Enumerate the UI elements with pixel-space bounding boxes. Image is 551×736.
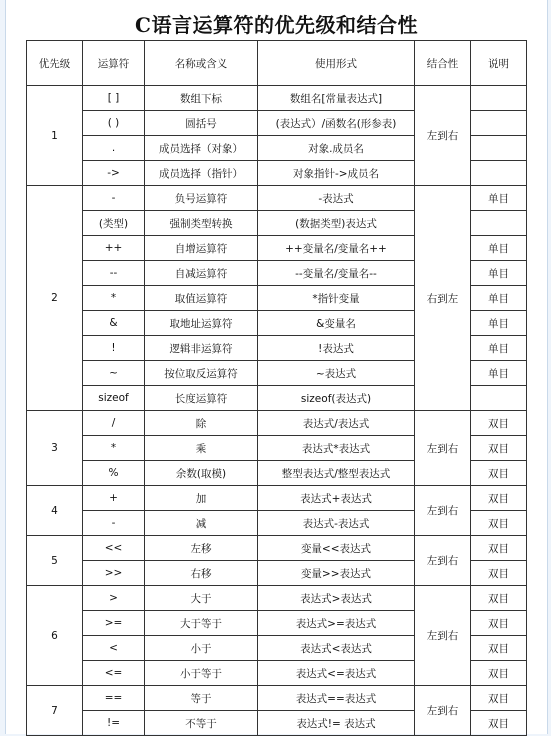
note-cell: 双目	[471, 436, 527, 461]
table-body	[27, 86, 527, 736]
table-row	[27, 586, 527, 611]
table-row	[27, 186, 527, 211]
note-cell	[471, 111, 527, 136]
note-cell	[471, 161, 527, 186]
name-cell: 左移	[145, 536, 258, 561]
note-cell: 双目	[471, 511, 527, 536]
operator-cell: >=	[83, 611, 145, 636]
note-cell: 单目	[471, 236, 527, 261]
usage-cell: --变量名/变量名--	[258, 261, 415, 286]
name-cell: 逻辑非运算符	[145, 336, 258, 361]
operator-cell: ~	[83, 361, 145, 386]
name-cell: 取值运算符	[145, 286, 258, 311]
note-cell: 单目	[471, 286, 527, 311]
name-cell: 大于	[145, 586, 258, 611]
associativity-cell: 右到左	[415, 186, 471, 411]
precedence-cell: 5	[27, 536, 83, 586]
usage-cell: *指针变量	[258, 286, 415, 311]
operator-cell: *	[83, 286, 145, 311]
usage-cell: (表达式）/函数名(形参表)	[258, 111, 415, 136]
usage-cell: 表达式>=表达式	[258, 611, 415, 636]
note-cell: 双目	[471, 486, 527, 511]
usage-cell: 表达式*表达式	[258, 436, 415, 461]
operator-cell: [ ]	[83, 86, 145, 111]
precedence-cell: 7	[27, 686, 83, 736]
note-cell: 双目	[471, 411, 527, 436]
usage-cell: 表达式+表达式	[258, 486, 415, 511]
name-cell: 数组下标	[145, 86, 258, 111]
note-cell	[471, 386, 527, 411]
name-cell: 强制类型转换	[145, 211, 258, 236]
note-cell	[471, 211, 527, 236]
table-row	[27, 536, 527, 561]
operator-cell: >	[83, 586, 145, 611]
operator-cell: >>	[83, 561, 145, 586]
usage-cell: 表达式<表达式	[258, 636, 415, 661]
operator-cell: -	[83, 511, 145, 536]
note-cell: 双目	[471, 536, 527, 561]
precedence-cell: 1	[27, 86, 83, 186]
operator-cell: %	[83, 461, 145, 486]
note-cell: 单目	[471, 186, 527, 211]
usage-cell: 表达式/表达式	[258, 411, 415, 436]
note-cell: 双目	[471, 686, 527, 711]
note-cell: 双目	[471, 661, 527, 686]
usage-cell: sizeof(表达式)	[258, 386, 415, 411]
header-precedence: 优先级	[27, 41, 83, 86]
precedence-cell: 4	[27, 486, 83, 536]
note-cell	[471, 86, 527, 111]
page-title: C语言运算符的优先级和结合性	[135, 13, 418, 37]
name-cell: 长度运算符	[145, 386, 258, 411]
usage-cell: ~表达式	[258, 361, 415, 386]
name-cell: 自减运算符	[145, 261, 258, 286]
precedence-cell: 2	[27, 186, 83, 411]
note-cell: 双目	[471, 586, 527, 611]
usage-cell: 变量<<表达式	[258, 536, 415, 561]
name-cell: 自增运算符	[145, 236, 258, 261]
usage-cell: 表达式==表达式	[258, 686, 415, 711]
operator-cell: <=	[83, 661, 145, 686]
name-cell: 成员选择（对象）	[145, 136, 258, 161]
operator-cell: .	[83, 136, 145, 161]
operator-cell: /	[83, 411, 145, 436]
operator-cell: <	[83, 636, 145, 661]
table-row	[27, 686, 527, 711]
header-name: 名称或含义	[145, 41, 258, 86]
name-cell: 加	[145, 486, 258, 511]
header-note: 说明	[471, 41, 527, 86]
table-row	[27, 411, 527, 436]
note-cell: 双目	[471, 461, 527, 486]
name-cell: 余数(取模)	[145, 461, 258, 486]
name-cell: 小于等于	[145, 661, 258, 686]
note-cell: 单目	[471, 261, 527, 286]
name-cell: 按位取反运算符	[145, 361, 258, 386]
associativity-cell: 左到右	[415, 86, 471, 186]
usage-cell: 对象.成员名	[258, 136, 415, 161]
operator-cell: (类型)	[83, 211, 145, 236]
operator-cell: -	[83, 186, 145, 211]
usage-cell: 表达式>表达式	[258, 586, 415, 611]
note-cell: 双目	[471, 611, 527, 636]
usage-cell: !表达式	[258, 336, 415, 361]
table-row	[27, 86, 527, 111]
associativity-cell: 左到右	[415, 686, 471, 736]
document-page	[5, 0, 548, 734]
usage-cell: 对象指针->成员名	[258, 161, 415, 186]
name-cell: 圆括号	[145, 111, 258, 136]
operator-cell: ==	[83, 686, 145, 711]
note-cell: 单目	[471, 311, 527, 336]
name-cell: 小于	[145, 636, 258, 661]
operator-cell: +	[83, 486, 145, 511]
operator-precedence-table	[26, 40, 527, 736]
operator-cell: ++	[83, 236, 145, 261]
name-cell: 负号运算符	[145, 186, 258, 211]
note-cell: 双目	[471, 561, 527, 586]
header-associativity: 结合性	[415, 41, 471, 86]
note-cell: 单目	[471, 361, 527, 386]
operator-cell: sizeof	[83, 386, 145, 411]
name-cell: 等于	[145, 686, 258, 711]
usage-cell: 表达式-表达式	[258, 511, 415, 536]
note-cell: 双目	[471, 711, 527, 736]
usage-cell: -表达式	[258, 186, 415, 211]
table-header-row	[27, 41, 527, 86]
operator-cell: &	[83, 311, 145, 336]
associativity-cell: 左到右	[415, 411, 471, 486]
usage-cell: 表达式<=表达式	[258, 661, 415, 686]
associativity-cell: 左到右	[415, 586, 471, 686]
header-usage: 使用形式	[258, 41, 415, 86]
note-cell: 单目	[471, 336, 527, 361]
usage-cell: 变量>>表达式	[258, 561, 415, 586]
note-cell	[471, 136, 527, 161]
operator-cell: *	[83, 436, 145, 461]
operator-cell: ( )	[83, 111, 145, 136]
usage-cell: 数组名[常量表达式]	[258, 86, 415, 111]
operator-cell: !	[83, 336, 145, 361]
precedence-cell: 6	[27, 586, 83, 686]
usage-cell: (数据类型)表达式	[258, 211, 415, 236]
usage-cell: 表达式!= 表达式	[258, 711, 415, 736]
name-cell: 右移	[145, 561, 258, 586]
operator-cell: !=	[83, 711, 145, 736]
usage-cell: ++变量名/变量名++	[258, 236, 415, 261]
associativity-cell: 左到右	[415, 536, 471, 586]
table-row	[27, 486, 527, 511]
name-cell: 成员选择（指针）	[145, 161, 258, 186]
operator-cell: ->	[83, 161, 145, 186]
name-cell: 大于等于	[145, 611, 258, 636]
name-cell: 减	[145, 511, 258, 536]
header-operator: 运算符	[83, 41, 145, 86]
name-cell: 不等于	[145, 711, 258, 736]
name-cell: 取地址运算符	[145, 311, 258, 336]
usage-cell: &变量名	[258, 311, 415, 336]
associativity-cell: 左到右	[415, 486, 471, 536]
note-cell: 双目	[471, 636, 527, 661]
operator-cell: --	[83, 261, 145, 286]
precedence-cell: 3	[27, 411, 83, 486]
usage-cell: 整型表达式/整型表达式	[258, 461, 415, 486]
name-cell: 除	[145, 411, 258, 436]
operator-cell: <<	[83, 536, 145, 561]
name-cell: 乘	[145, 436, 258, 461]
